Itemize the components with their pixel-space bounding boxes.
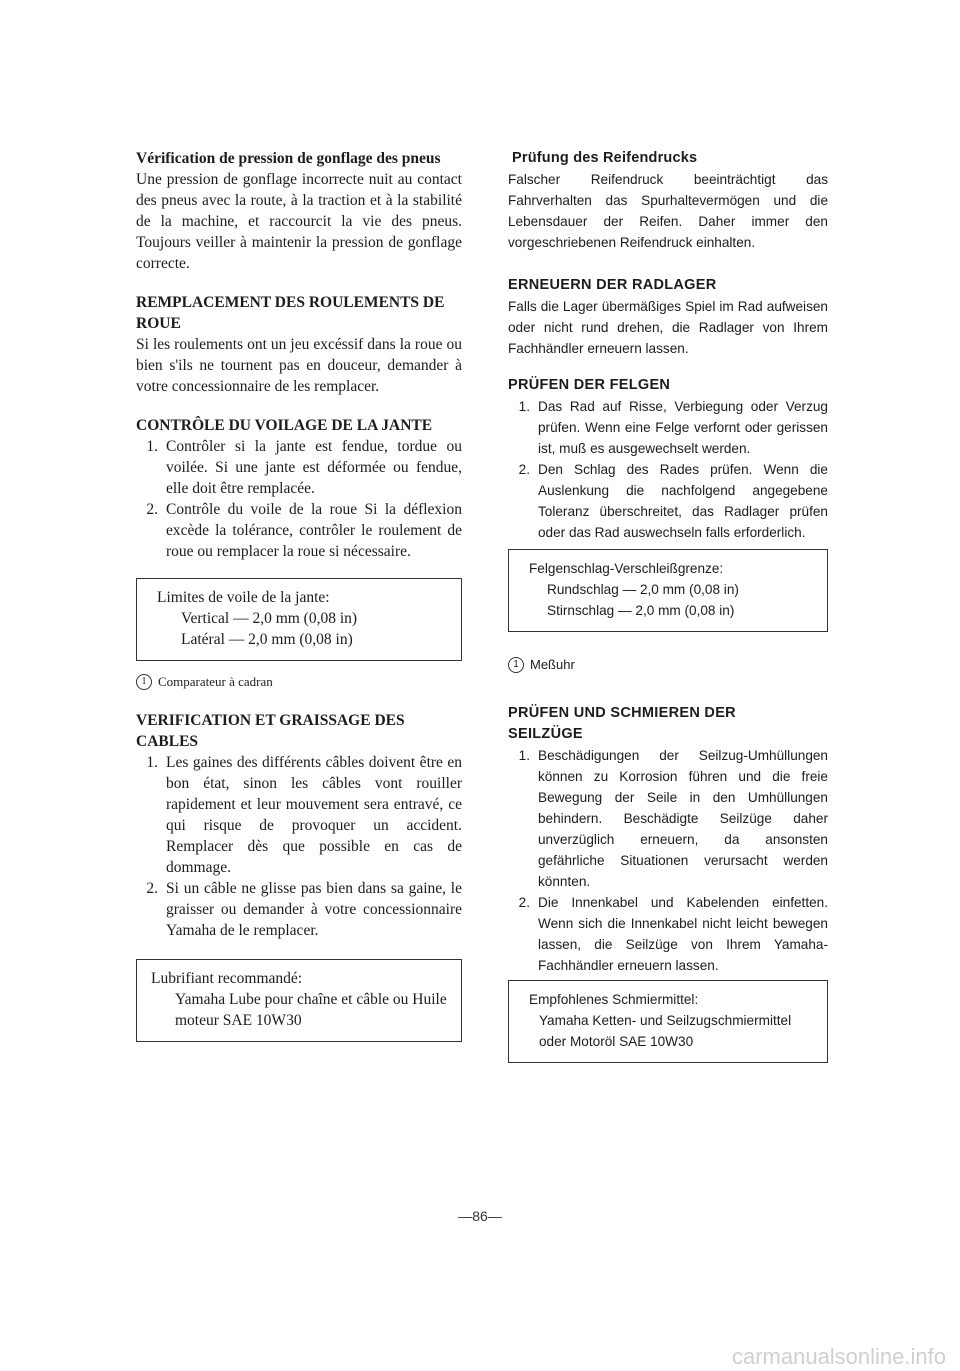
fr-section-rim-runout [136, 415, 462, 562]
list-item: 2. Si un câble ne glisse pas bien dans sa gaine, le graisser ou demander à votre concessionnaire Yamaha de le remplacer. [146, 880, 462, 939]
de-spec-box-lubricant [508, 980, 828, 1063]
note-text: Comparateur à cadran [158, 674, 273, 689]
fr-spec-box-lubricant [136, 959, 462, 1042]
de-section-title: PRÜFEN DER FELGEN [508, 377, 671, 393]
de-section-cables [508, 703, 828, 976]
spec-line: Yamaha Ketten- und Seilzugschmiermittel oder Motoröl SAE 10W30 [539, 1013, 792, 1049]
fr-section-cables [136, 710, 462, 941]
spec-box-title: Limites de voile de la jante: [157, 589, 330, 606]
de-section-bearings [508, 275, 828, 359]
spec-line: Yamaha Lube pour chaîne et câble ou Huile moteur SAE 10W30 [175, 991, 447, 1029]
de-section-body: Falls die Lager übermäßiges Spiel im Rad aufweisen oder nicht rund drehen, die Radlager von Ihrem Fachhändler erneuern lassen. [508, 299, 828, 356]
de-section-rims [508, 375, 828, 543]
de-figure-note [508, 654, 828, 675]
de-section-title: Prüfung des Reifendrucks [512, 150, 698, 166]
spec-line: Stirnschlag — 2,0 mm (0,08 in) [547, 603, 735, 618]
note-text: Meßuhr [530, 657, 575, 672]
list-item: 2. Den Schlag des Rades prüfen. Wenn die Auslenkung die nachfolgend angegebene Toleranz überschreitet, das Radlager prüfen oder das Rad auswechseln falls erforderlich. [518, 462, 828, 540]
spec-line: Rundschlag — 2,0 mm (0,08 in) [547, 582, 739, 597]
page-number: —86— [458, 1208, 502, 1224]
de-list [508, 396, 828, 543]
list-item: 1. Beschädigungen der Seilzug-Umhüllungen können zu Korrosion führen und die freie Bewegung der Seile in den Umhüllungen behindern. Beschädigte Seilzüge daher unverzüglich erneuern, da ansonsten gefährliche Situationen verursacht werden könnten. [518, 748, 828, 889]
fr-section-body: Une pression de gonflage incorrecte nuit au contact des pneus avec la route, à la traction et à la stabilité de la machine, et raccourcit la vie des pneus. Toujours veiller à maintenir la pression de gonflage correcte. [136, 171, 462, 272]
fr-list [136, 436, 462, 562]
spec-box-title: Felgenschlag-Verschleißgrenze: [529, 561, 724, 576]
callout-number-icon: 1 [136, 674, 152, 690]
spec-box-title: Lubrifiant recommandé: [151, 970, 303, 987]
de-section-tire-pressure [508, 148, 828, 253]
de-list [508, 745, 828, 976]
de-section-body: Falscher Reifendruck beeinträchtigt das Fahrverhalten das Spurhaltevermögen und die Lebensdauer der Reifen. Daher immer den vorgeschriebenen Reifendruck einhalten. [508, 172, 828, 250]
fr-section-title: VERIFICATION ET GRAISSAGE DES CABLES [136, 712, 405, 750]
fr-list [136, 752, 462, 941]
fr-spec-box-runout [136, 578, 462, 661]
spec-box-title: Empfohlenes Schmiermittel: [529, 992, 699, 1007]
list-item: 1. Les gaines des différents câbles doivent être en bon état, sinon les câbles vont rouiller rapidement et leur mouvement sera entravé, ce qui risque de provoquer un accident. Remplacer dès que possible en cas de dommage. [146, 754, 462, 876]
list-item: 1. Das Rad auf Risse, Verbiegung oder Verzug prüfen. Wenn eine Felge verfornt oder gerissen ist, muß es ausgewechselt werden. [518, 399, 828, 456]
list-item: 2. Die Innenkabel und Kabelenden einfetten. Wenn sich die Innenkabel nicht leicht bewegen lassen, die Seilzüge von Ihrem Yamaha-Fachhändler erneuern lassen. [518, 895, 828, 973]
fr-section-bearings [136, 292, 462, 397]
list-item: 2. Contrôle du voile de la roue Si la déflexion excède la tolérance, contrôler le roulement de roue ou remplacer la roue si nécessaire. [146, 501, 462, 560]
fr-section-tire-pressure [136, 148, 462, 274]
spec-line: Vertical — 2,0 mm (0,08 in) [181, 610, 358, 627]
fr-section-body: Si les roulements ont un jeu excéssif dans la roue ou bien s'ils ne tournent pas en douceur, demander à votre concessionnaire de les remplacer. [136, 336, 462, 395]
watermark-text: carmanualsonline.info [731, 1344, 946, 1369]
list-item: 1. Contrôler si la jante est fendue, tordue ou voilée. Si une jante est déformée ou fendue, elle doit être remplacée. [146, 438, 462, 497]
fr-section-title: CONTRÔLE DU VOILAGE DE LA JANTE [136, 417, 433, 434]
de-spec-box-runout [508, 549, 828, 632]
fr-section-title: REMPLACEMENT DES ROULEMENTS DE ROUE [136, 294, 445, 332]
german-column [508, 148, 828, 1063]
french-column [136, 148, 462, 1042]
fr-section-title: Vérification de pression de gonflage des pneus [136, 150, 441, 167]
callout-number-icon: 1 [508, 657, 524, 673]
spec-line: Latéral — 2,0 mm (0,08 in) [181, 631, 353, 648]
de-section-title: PRÜFEN UND SCHMIEREN DER SEILZÜGE [508, 705, 736, 742]
de-section-title: ERNEUERN DER RADLAGER [508, 277, 717, 293]
fr-figure-note [136, 671, 462, 692]
